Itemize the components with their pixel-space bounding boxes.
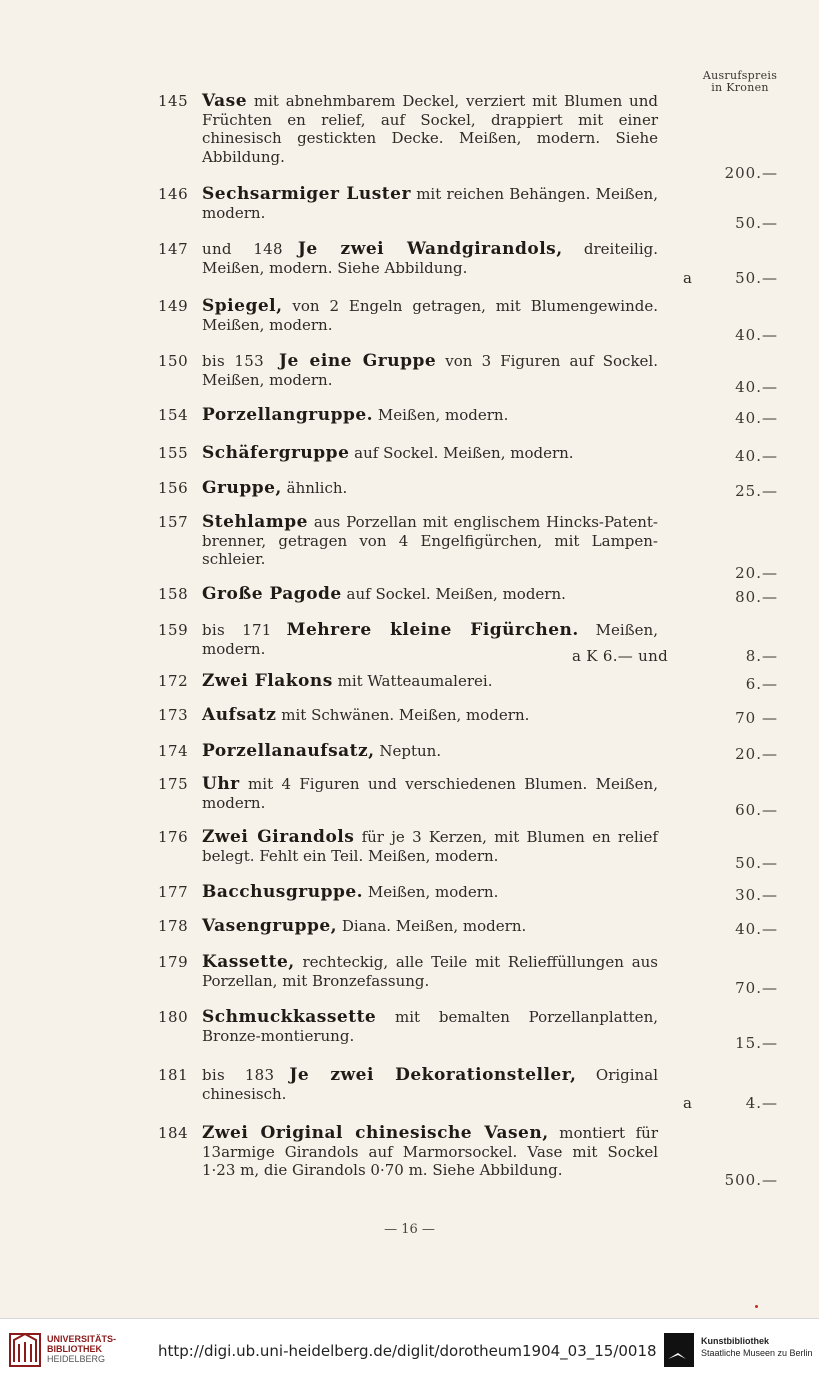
entry-text: Meißen, modern. bbox=[202, 621, 658, 658]
entry-title: Je zwei Wandgirandols, bbox=[297, 239, 563, 259]
entry-description bbox=[202, 585, 658, 604]
entry-price: 50.— bbox=[735, 854, 778, 872]
entry-text: ähnlich. bbox=[286, 479, 348, 497]
entry-text: Original chinesisch. bbox=[202, 1066, 658, 1103]
entry-text: Diana. Meißen, modern. bbox=[341, 917, 527, 935]
entry-number: 149 bbox=[158, 297, 189, 315]
library-line2: BIBLIOTHEK bbox=[47, 1344, 102, 1354]
entry-text: dreiteilig. Meißen, modern. Siehe Abbildung. bbox=[202, 240, 658, 277]
entry-description bbox=[202, 742, 658, 761]
entry-text: mit Watteaumalerei. bbox=[337, 672, 493, 690]
entry-price: 80.— bbox=[735, 588, 778, 606]
entry-text: von 2 Engeln getragen, mit Blumengewinde. Meißen, modern. bbox=[202, 297, 658, 334]
entry-range-prefix: und 148 bbox=[202, 240, 283, 258]
entry-title: Vase bbox=[202, 91, 248, 111]
entry-text: Meißen, modern. bbox=[367, 883, 499, 901]
entry-text: mit 4 Figuren und verschiedenen Blumen. Meißen, modern. bbox=[202, 775, 658, 812]
kunstbibliothek-name bbox=[701, 1335, 813, 1359]
entry-text: auf Sockel. Meißen, modern. bbox=[346, 585, 566, 603]
entry-title: Sechsarmiger Luster bbox=[202, 184, 411, 204]
entry-title: Kassette, bbox=[202, 952, 295, 972]
entry-text: Meißen, modern. bbox=[377, 406, 509, 424]
catalog-entry bbox=[158, 1007, 778, 1052]
entry-number: 172 bbox=[158, 672, 189, 690]
catalog-entry bbox=[158, 296, 778, 344]
library-line1: UNIVERSITÄTS- bbox=[47, 1334, 117, 1344]
kb-line1: Kunstbibliothek bbox=[701, 1336, 769, 1346]
entry-price: 40.— bbox=[735, 920, 778, 938]
entry-title: Aufsatz bbox=[202, 705, 277, 725]
entry-price: 40.— bbox=[735, 447, 778, 465]
catalog-entry bbox=[158, 239, 778, 287]
entry-description bbox=[202, 883, 658, 902]
entry-price: 6.— bbox=[745, 675, 778, 693]
kunstbibliothek-logo-icon bbox=[664, 1333, 694, 1367]
entry-number: 154 bbox=[158, 406, 189, 424]
entry-description bbox=[202, 953, 658, 990]
entry-title: Stehlampe bbox=[202, 512, 308, 532]
catalog-entry bbox=[158, 883, 778, 902]
entry-text: montiert für 13armige Girandols auf Marmorsockel. Vase mit Sockel 1·23 m, die Girandols 0·70 m. Siehe Abbildung. bbox=[202, 1124, 658, 1179]
entry-number: 159 bbox=[158, 621, 189, 639]
entry-text: von 3 Figuren auf Sockel. Meißen, modern. bbox=[202, 352, 658, 389]
entry-title: Zwei Flakons bbox=[202, 671, 333, 691]
entry-description bbox=[202, 406, 658, 425]
entry-text: aus Porzellan mit englischem Hincks-Patent-brenner, getragen von 4 Engelfigürchen, mit Lampen-schleier. bbox=[202, 513, 658, 568]
entry-number: 146 bbox=[158, 185, 189, 203]
entry-description bbox=[202, 706, 658, 725]
catalog-entry bbox=[158, 444, 778, 463]
catalog-entry bbox=[158, 1065, 778, 1112]
entry-description bbox=[202, 297, 658, 334]
entry-description bbox=[202, 444, 658, 463]
catalog-entry bbox=[158, 827, 778, 872]
entry-per-piece-marker: a bbox=[683, 269, 692, 287]
entry-title: Schmuckkassette bbox=[202, 1007, 377, 1027]
university-library-logo-icon bbox=[8, 1330, 42, 1370]
entry-description bbox=[202, 775, 658, 812]
entry-title: Zwei Girandols bbox=[202, 827, 355, 847]
catalog-entry bbox=[158, 742, 778, 761]
entry-number: 145 bbox=[158, 92, 189, 110]
catalog-entry bbox=[158, 952, 778, 997]
catalog-entry bbox=[158, 406, 778, 425]
library-line3: HEIDELBERG bbox=[47, 1354, 106, 1364]
catalog-entry bbox=[158, 585, 778, 604]
entry-description bbox=[202, 479, 658, 498]
entry-description bbox=[202, 185, 658, 222]
catalog-entry bbox=[158, 672, 778, 691]
entry-range-prefix: bis 153 bbox=[202, 352, 264, 370]
entry-price: 40.— bbox=[735, 326, 778, 344]
entry-title: Porzellanaufsatz, bbox=[202, 741, 375, 761]
catalog-entry bbox=[158, 917, 778, 936]
entry-title: Vasengruppe, bbox=[202, 916, 338, 936]
entry-number: 176 bbox=[158, 828, 189, 846]
entry-title: Mehrere kleine Figürchen. bbox=[286, 620, 579, 640]
entry-title: Spiegel, bbox=[202, 296, 283, 316]
entry-number: 155 bbox=[158, 444, 189, 462]
entry-number: 184 bbox=[158, 1124, 189, 1142]
entry-text: für je 3 Kerzen, mit Blumen en relief belegt. Fehlt ein Teil. Meißen, modern. bbox=[202, 828, 658, 865]
entry-title: Gruppe, bbox=[202, 478, 282, 498]
entry-description bbox=[202, 1124, 658, 1180]
entry-price: 70.— bbox=[735, 979, 778, 997]
catalog-entry bbox=[158, 774, 778, 819]
entry-number: 174 bbox=[158, 742, 189, 760]
entry-price: 4.— bbox=[745, 1094, 778, 1112]
entry-text: mit reichen Behängen. Meißen, modern. bbox=[202, 185, 658, 222]
entry-per-piece-marker: a bbox=[683, 1094, 692, 1112]
entry-unit-price-note: a K 6.— und bbox=[572, 647, 668, 665]
permalink-url[interactable]: http://digi.ub.uni-heidelberg.de/diglit/dorotheum1904_03_15/0018 bbox=[158, 1342, 657, 1360]
entry-description bbox=[202, 672, 658, 691]
kb-line2: Staatliche Museen zu Berlin bbox=[701, 1348, 813, 1358]
entry-description bbox=[202, 92, 658, 166]
entry-price: 30.— bbox=[735, 886, 778, 904]
entry-description bbox=[202, 352, 658, 389]
entry-title: Zwei Original chinesische Vasen, bbox=[202, 1123, 549, 1143]
entry-number: 158 bbox=[158, 585, 189, 603]
entry-title: Große Pagode bbox=[202, 584, 342, 604]
entry-number: 156 bbox=[158, 479, 189, 497]
price-header-line1: Ausrufspreis bbox=[702, 69, 778, 82]
entry-text: rechteckig, alle Teile mit Relieffüllungen aus Porzellan, mit Bronzefassung. bbox=[202, 953, 658, 990]
digitization-footer bbox=[0, 1318, 819, 1380]
entry-number: 181 bbox=[158, 1066, 189, 1084]
entry-price: 20.— bbox=[735, 745, 778, 763]
entry-number: 179 bbox=[158, 953, 189, 971]
entry-number: 173 bbox=[158, 706, 189, 724]
entry-number: 150 bbox=[158, 352, 189, 370]
paper-mark bbox=[755, 1305, 758, 1308]
entry-text: Neptun. bbox=[379, 742, 442, 760]
catalog-entry bbox=[158, 620, 778, 665]
entry-title: Je eine Gruppe bbox=[278, 351, 437, 371]
entry-text: auf Sockel. Meißen, modern. bbox=[354, 444, 574, 462]
entry-number: 175 bbox=[158, 775, 189, 793]
entry-price: 8.— bbox=[745, 647, 778, 665]
entry-number: 157 bbox=[158, 513, 189, 531]
entry-description bbox=[202, 1008, 658, 1045]
price-column-header bbox=[690, 70, 790, 94]
catalog-entry bbox=[158, 91, 778, 182]
entry-title: Bacchusgruppe. bbox=[202, 882, 364, 902]
entry-title: Porzellangruppe. bbox=[202, 405, 374, 425]
university-library-name bbox=[47, 1334, 116, 1364]
entry-price: 70 — bbox=[735, 709, 778, 727]
entry-number: 147 bbox=[158, 240, 189, 258]
entry-price: 60.— bbox=[735, 801, 778, 819]
entry-description bbox=[202, 513, 658, 569]
catalog-entry bbox=[158, 351, 778, 396]
entry-title: Je zwei Dekorationsteller, bbox=[289, 1065, 577, 1085]
entry-price: 200.— bbox=[724, 164, 778, 182]
entry-price: 500.— bbox=[724, 1171, 778, 1189]
entry-text: mit abnehmbarem Deckel, verziert mit Blumen und Früchten en relief, auf Sockel, drappiert mit einer chinesisch gestickten Decke. Meißen, modern. Siehe Abbildung. bbox=[202, 92, 658, 166]
entry-text: mit bemalten Porzellanplatten, Bronze-montierung. bbox=[202, 1008, 658, 1045]
entry-text: mit Schwänen. Meißen, modern. bbox=[281, 706, 530, 724]
entry-number: 177 bbox=[158, 883, 189, 901]
entry-description bbox=[202, 240, 658, 277]
entry-price: 20.— bbox=[735, 564, 778, 582]
entry-price: 40.— bbox=[735, 409, 778, 427]
catalog-entry bbox=[158, 512, 778, 582]
catalog-entry bbox=[158, 1123, 778, 1189]
price-header-line2: in Kronen bbox=[711, 81, 769, 94]
entry-price: 50.— bbox=[735, 269, 778, 287]
entry-description bbox=[202, 828, 658, 865]
entry-title: Schäfergruppe bbox=[202, 443, 350, 463]
entry-range-prefix: bis 183 bbox=[202, 1066, 275, 1084]
catalog-entry bbox=[158, 479, 778, 498]
entry-number: 180 bbox=[158, 1008, 189, 1026]
entry-title: Uhr bbox=[202, 774, 240, 794]
entry-price: 50.— bbox=[735, 214, 778, 232]
entry-range-prefix: bis 171 bbox=[202, 621, 272, 639]
catalog-entry bbox=[158, 706, 778, 725]
entry-price: 40.— bbox=[735, 378, 778, 396]
entry-price: 15.— bbox=[735, 1034, 778, 1052]
catalog-entry bbox=[158, 184, 778, 232]
entry-description bbox=[202, 917, 658, 936]
page-number: — 16 — bbox=[384, 1222, 435, 1237]
entry-description bbox=[202, 1066, 658, 1103]
entry-number: 178 bbox=[158, 917, 189, 935]
entry-price: 25.— bbox=[735, 482, 778, 500]
